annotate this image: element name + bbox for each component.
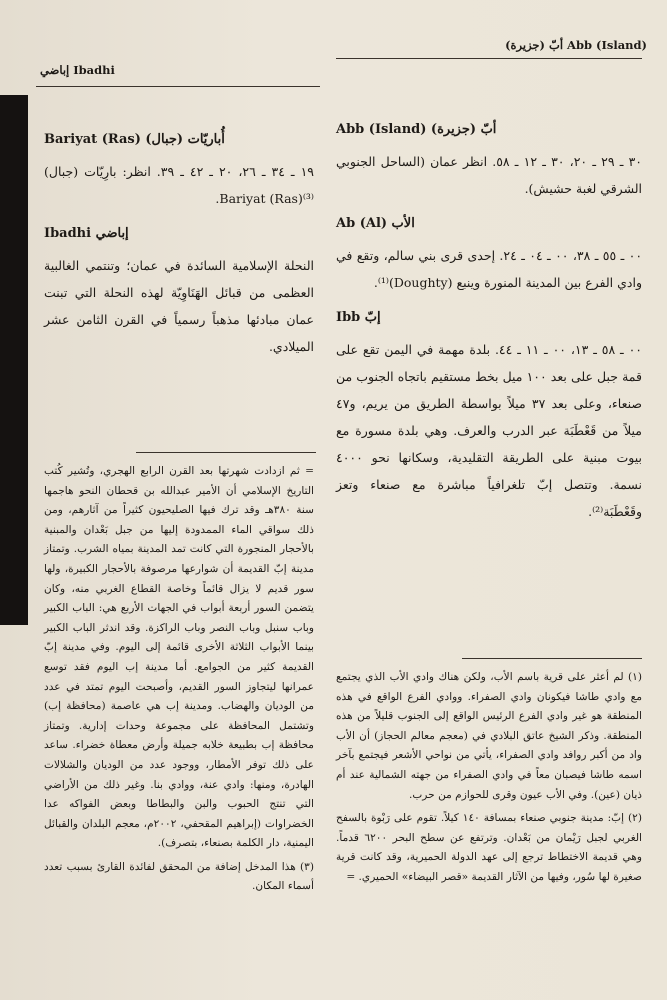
- entry-title: إبّ Ibb: [336, 310, 381, 325]
- entry-text: ٣٠ ـ ٢٩ ـ ٢٠، ٣٠ ـ ١٢ ـ ٥٨. انظر عمان (الساحل الجنوبي الشرقي لغبة حشيش).: [336, 154, 643, 196]
- entry-bariyat: [44, 132, 314, 212]
- running-header-left: إباضي Ibadhi: [40, 63, 115, 77]
- entry-ibb: [336, 310, 642, 525]
- running-header-right: أبّ (جزيرة) Abb (Island): [505, 38, 647, 52]
- footnote-3: (٣) هذا المدخل إضافة من المحقق لفائدة القارئ بسبب تعدد أسماء المكان.: [44, 860, 314, 893]
- entry-title: الأب Ab (Al): [336, 216, 415, 231]
- footnote-rule-left: [136, 452, 316, 453]
- entry-abb-island: [336, 122, 642, 202]
- entry-title: أُباريّات (جبال) Bariyat (Ras): [44, 132, 225, 147]
- entry-text: النحلة الإسلامية السائدة في عمان؛ وتنتمي الغالبية العظمى من قبائل الهَنَاوِيّة لهذه النحلة التي تبنت عمان مبادئها مذهباً رسمياً في القرن الثامن عشر الميلادي.: [44, 258, 314, 354]
- entry-text: ٠٠ ـ ٥٥ ـ ٣٨، ٠٠ ـ ٠٤ ـ ٢٤. إحدى قرى بني سالم، وتقع في وادي الفرع بين المدينة المنورة وينبع (Doughty)⁽¹⁾.: [336, 248, 643, 290]
- footnote-1: (١) لم أعثر على قرية باسم الأب، ولكن هناك وادي الأب الذي يجتمع مع وادي طاشا فيكونان وادي الصفراء. ووادي الفرع الواقع في هذه المنطقة هو غير وادي الفرع الرئيس الواقع إلى الجنوب قليلاً من هذه المنطقة. وذكر الشيخ عاتق البلادي في (معجم معالم الحجاز) أن الأب واد من أكبر روافد وادي الصفراء، يأتي من نواحي الأشعر فيجتمع بآخر اسمه طاشا فيصبان معاً في وادي الصفراء من جهته الشمالية عند أم ذيان (عين). وفي الأب عيون وقرى للحوازم من حرب.: [336, 671, 642, 801]
- entry-ibadhi: [44, 226, 314, 360]
- entry-text: ١٩ ـ ٣٤ ـ ٢٦، ٢٠ ـ ٤٢ ـ ٣٩. انظر: بارِيّات (جبال) Bariyat (Ras)⁽³⁾.: [44, 164, 314, 206]
- footnote-rule-right: [462, 658, 642, 659]
- right-column: [336, 122, 642, 525]
- entry-title: أبّ (جزيرة) Abb (Island): [336, 122, 497, 137]
- left-column: [44, 132, 314, 360]
- footnote-continued: = ثم ازدادت شهرتها بعد القرن الرابع الهجري، وتُشير كُتب التاريخ الإسلامي أن الأمير عبدالله بن قحطان النحو هاجمها سنة ٣٨٠هـ وقد ترك فيها الصليحيون كثيراً من آثارهم، ومن ذلك سواقي الماء الممدودة إليها من جبل بَعْدان والمبنية بالأحجار المنجورة التي كانت تمد المدينة بمياه الشرب. وتمتاز مدينة إبّ القديمة أن شوارعها مرصوفة بالأحجار الكبيرة، ولها سور قديم لا يزال قائماً وخاصة القطاع الغربي منه، وكان يتضمن السور أربعة أبواب في الجهات الأربع هي: الباب الكبير وباب سنبل وباب النصر وباب الراكزة. وقد اندثر الباب الكبير بينما الأبواب الثلاثة الأخرى قائمة إلى اليوم. وفي مدينة إبّ القديمة كثير من الجوامع. أما مدينة إب اليوم فقد توسع عمرانها ليتجاوز السور القديم، وأصبحت اليوم تمتد في عدد من الوديان والهضاب. ومدينة إب هي عاصمة (محافظة إب) وتشتمل المحافظة على مجموعة وحدات إدارية. وتمتاز محافظة إب بطبيعة خلابه جميلة وأرض معطاة خضراء. ساعد على ذلك توفر الأمطار، ووجود عدد من الوديان والشلالات الهادرة، ومنها: وادي عنة، ووادي بنا. وغير ذلك من الأراضي التي تنتج الحبوب والبن والبطاطا وبعض الفواكه عدا الخضراوات (إبراهيم المقحفي، ٢٠٠٢م، معجم البلدان والقبائل اليمنية، دار الكلمة بصنعاء، بتصرف).: [44, 465, 315, 850]
- page-edge-thumb-tab: [0, 95, 28, 625]
- header-rule-right: [336, 58, 642, 59]
- left-footnotes: [44, 462, 314, 897]
- entry-al-ab: [336, 216, 642, 296]
- right-footnotes: [336, 668, 642, 888]
- entry-title: إباضي Ibadhi: [44, 226, 129, 241]
- footnote-2: (٢) إبّ: مدينة جنوبي صنعاء بمسافة ١٤٠ كيلاً. تقوم على رَبْوة بالسفح الغربي لجبل رَيْمان من بَعْدان. وترتفع عن سطح البحر ٦٢٠٠ قدماً. وهي قديمة الاختطاط ترجع إلى عهد الدولة الحميرية، وقد كانت قرية صغيرة لها سُور، وفيها من الآثار القديمة «قصر البيضاء» الحميري. =: [336, 812, 643, 883]
- header-rule-left: [36, 86, 320, 87]
- entry-text: ٠٠ ـ ٥٨ ـ ١٣، ٠٠ ـ ١١ ـ ٤٤. بلدة مهمة في اليمن تقع على قمة جبل على بعد ١٠٠ ميل بخط مستقيم باتجاه الجنوب من صنعاء، وعلى بعد ٣٧ ميلاً بواسطة الطريق من يريم، و٤٧ ميلاً من قَعْطَبَة عبر الدرب والعرف. وهي بلدة مسورة مع بيوت مبنية على الطريقة التقليدية، وسكانها نحو ٤٠٠٠ نسمة. وتتصل إبّ تلغرافياً مباشرة مع صنعاء وتعز وقَعْطَبَة⁽²⁾.: [336, 342, 643, 519]
